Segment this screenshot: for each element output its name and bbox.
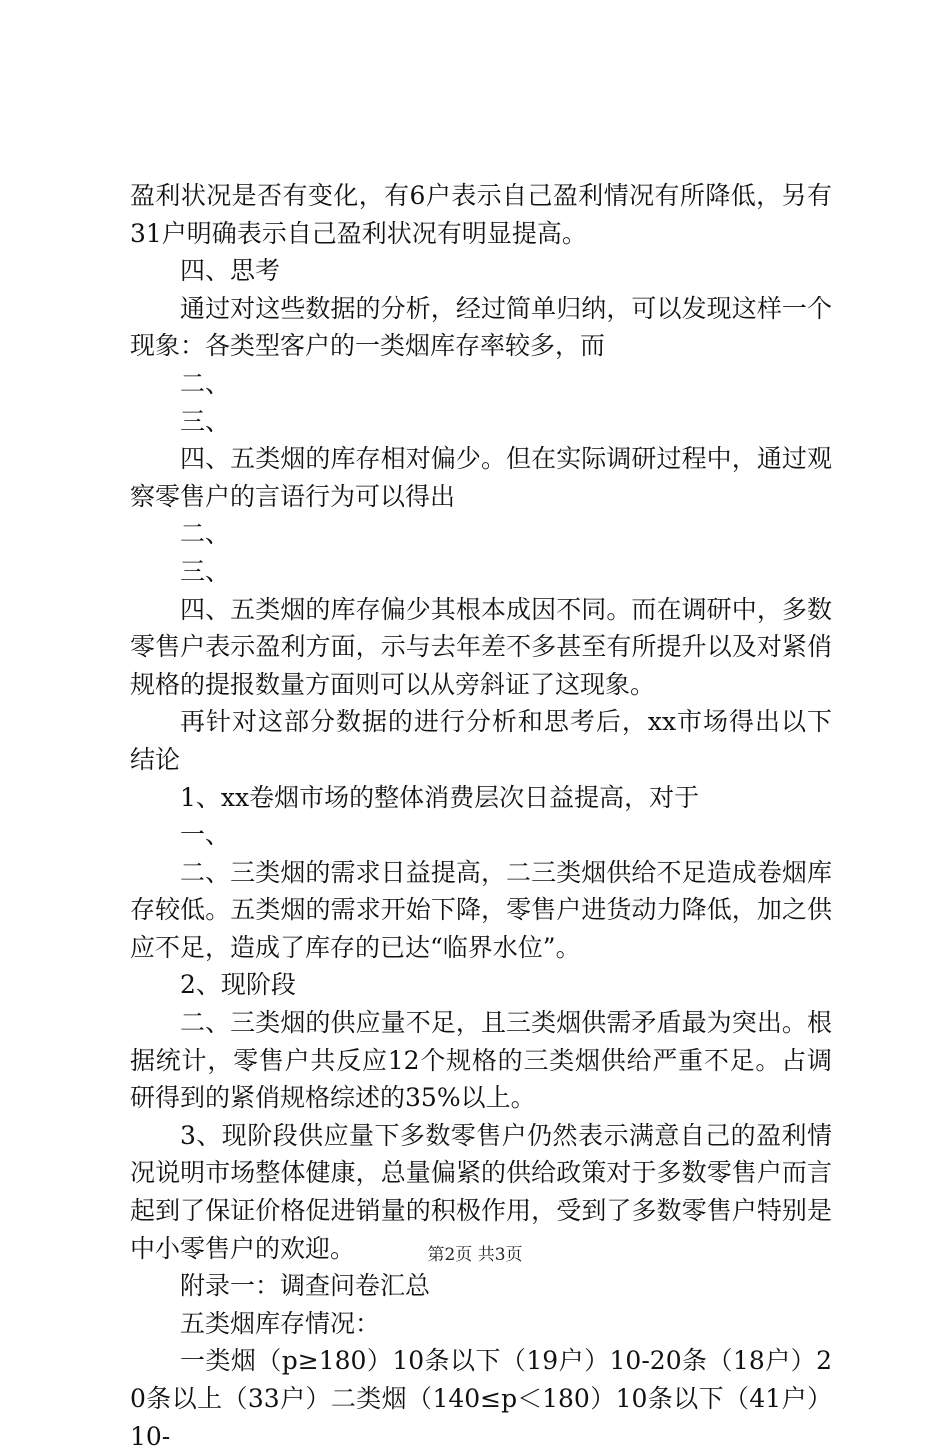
appendix-stock-data: 一类烟（p≥180）10条以下（19户）10-20条（18户）20条以上（33户）二类烟（140≤p＜180）10条以下（41户）10- [130,1346,832,1451]
paragraph-stock-reasons: 四、五类烟的库存偏少其根本成因不同。而在调研中，多数零售户表示盈利方面，示与去年差不多甚至有所提升以及对紧俏规格的提报数量方面则可以从旁斜证了这现象。 [130,594,832,699]
list-marker-one: 一、 [180,820,231,850]
paragraph-supply-shortage: 二、三类烟的供应量不足，且三类烟供需矛盾最为突出。根据统计，零售户共反应12个规格的三类烟供给严重不足。占调研得到的紧俏规格综述的35%以上。 [130,1008,832,1113]
paragraph-demand: 二、三类烟的需求日益提高，二三类烟供给不足造成卷烟库存较低。五类烟的需求开始下降，零售户进货动力降低，加之供应不足，造成了库存的已达“临界水位”。 [130,857,832,962]
appendix-subheading: 五类烟库存情况： [180,1308,381,1338]
paragraph-four-five-stock: 四、五类烟的库存相对偏少。但在实际调研过程中，通过观察零售户的言语行为可以得出 [130,444,832,511]
paragraph-analysis: 通过对这些数据的分析，经过简单归纳，可以发现这样一个现象：各类型客户的一类烟库存率较多，而 [130,293,832,361]
conclusion-item-2: 2、现阶段 [180,970,296,1000]
paragraph-profit-change: 盈利状况是否有变化，有6户表示自己盈利情况有所降低，另有31户明确表示自己盈利状况有明显提高。 [130,181,832,248]
paragraph-conclusion-intro: 再针对这部分数据的进行分析和思考后，xx市场得出以下结论 [130,707,832,774]
page-footer: 第2页 共3页 [427,1245,523,1265]
conclusion-item-3: 3、现阶段供应量下多数零售户仍然表示满意自己的盈利情况说明市场整体健康，总量偏紧的供给政策对于多数零售户而言起到了保证价格促进销量的积极作用，受到了多数零售户特别是中小零售户的欢迎。 [130,1120,832,1263]
list-marker-three: 三、 [180,556,231,586]
heading-thinking: 四、思考 [180,256,281,286]
list-marker-three: 三、 [180,406,231,436]
list-marker-two: 二、 [180,519,231,549]
list-marker-two: 二、 [180,368,231,398]
appendix-heading: 附录一：调查问卷汇总 [180,1271,431,1301]
conclusion-item-1: 1、xx卷烟市场的整体消费层次日益提高，对于 [180,782,700,812]
